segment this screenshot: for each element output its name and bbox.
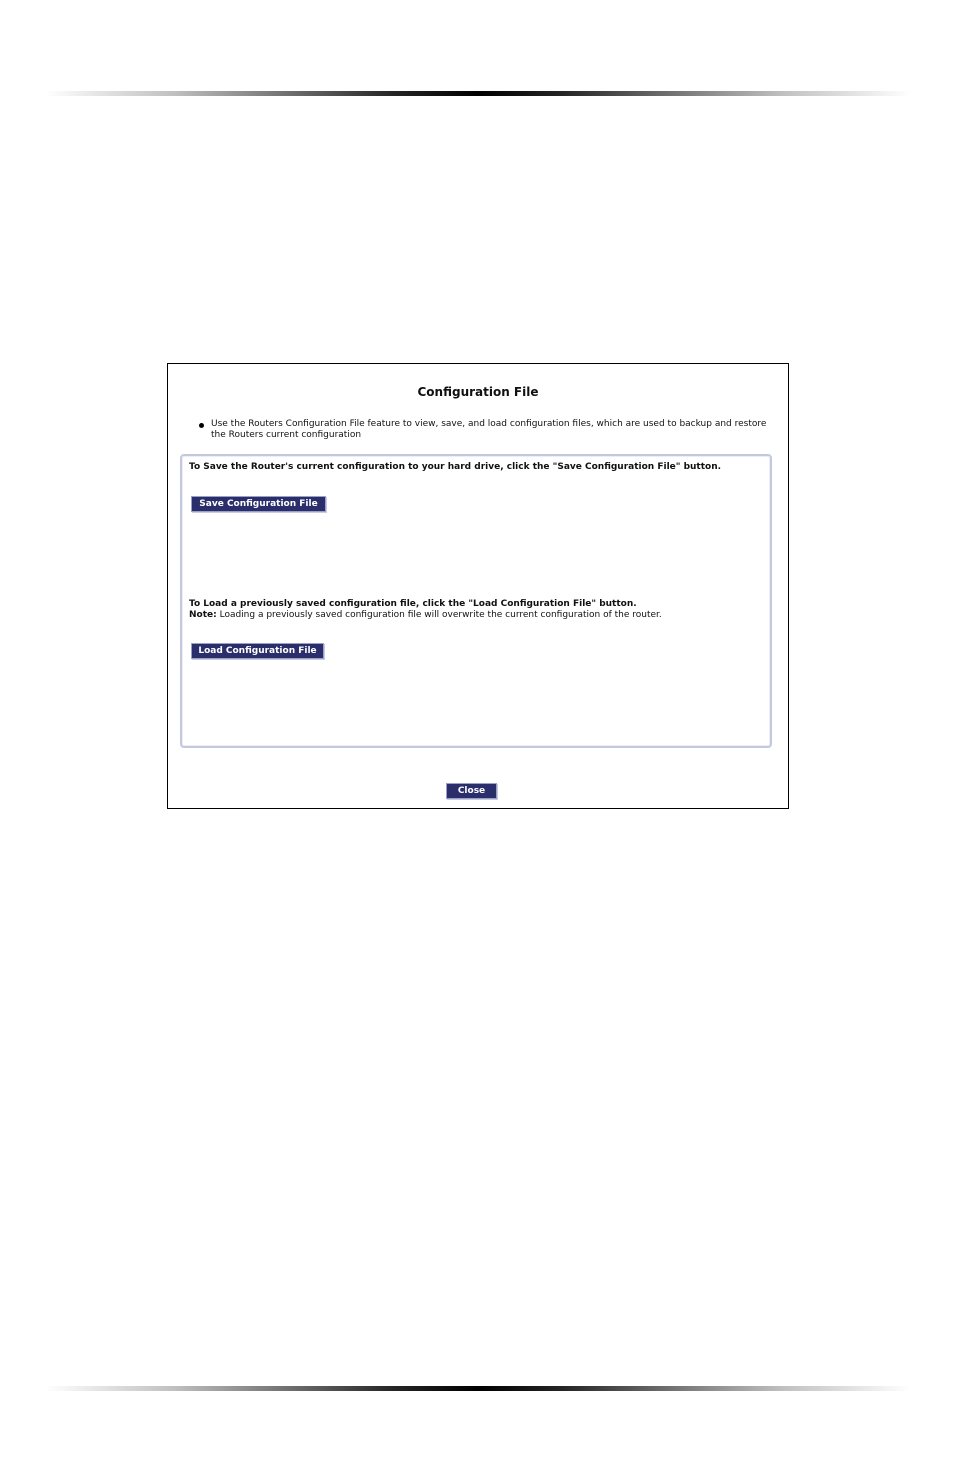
dialog-title: Configuration File xyxy=(417,385,539,399)
load-configuration-file-button[interactable]: Load Configuration File xyxy=(191,643,324,659)
save-configuration-file-button[interactable]: Save Configuration File xyxy=(191,496,326,512)
configuration-file-dialog xyxy=(167,363,789,809)
save-instruction: To Save the Router's current configuration to your hard drive, click the "Save Configuration File" button. xyxy=(189,462,722,472)
load-note xyxy=(189,610,662,621)
config-actions-panel xyxy=(180,454,772,748)
close-button[interactable]: Close xyxy=(446,783,497,799)
bullet-icon xyxy=(199,423,204,428)
description-text: Use the Routers Configuration File feature to view, save, and load configuration files, which are used to backup and restore the Routers current configuration xyxy=(211,419,767,440)
note-text: Loading a previously saved configuration file will overwrite the current configuration of the router. xyxy=(216,610,662,620)
top-divider xyxy=(45,91,911,96)
note-label: Note: xyxy=(189,610,217,620)
bottom-divider xyxy=(45,1386,911,1391)
description-bullet xyxy=(199,419,774,441)
load-instruction: To Load a previously saved configuration file, click the "Load Configuration File" button. xyxy=(189,599,637,609)
